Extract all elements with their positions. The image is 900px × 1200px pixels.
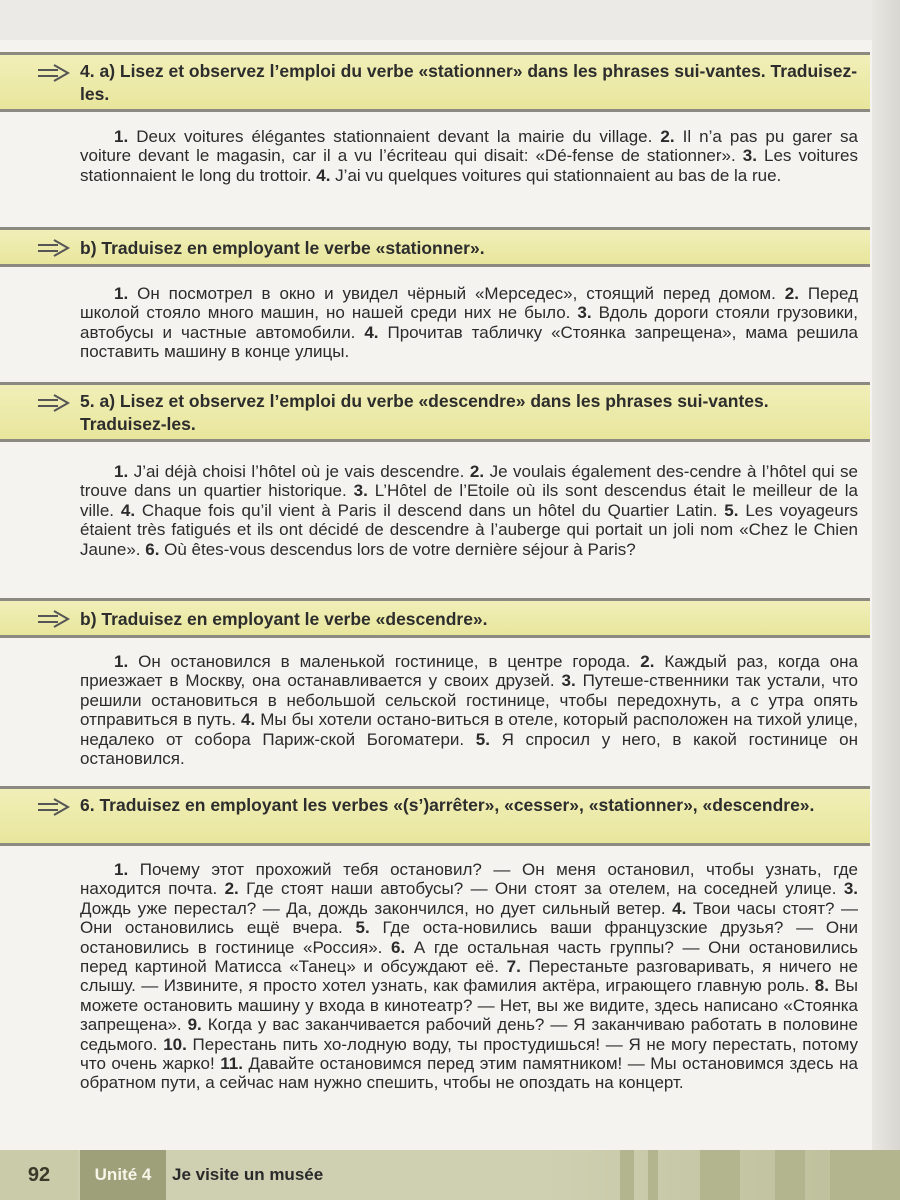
page-top-margin [0, 0, 900, 40]
sentence-number: 5. [475, 729, 490, 749]
sentence-number: 8. [814, 976, 829, 996]
footer-stripe [775, 1150, 805, 1200]
sentence-text: Les voyageurs étaient très fatigués et ils ont décidé de descendre à l’auberge qui portait un joli nom «Chez le Chien Jaune». [80, 500, 858, 559]
task-4b-body [80, 284, 858, 362]
sentence-number: 4. [364, 322, 379, 342]
sentence-number: 11. [220, 1054, 243, 1074]
sentence-number: 4. [241, 710, 256, 730]
sentence-text: Où êtes-vous descendus lors de votre dernière séjour à Paris? [159, 539, 636, 559]
sentence-text: Твои часы стоят? — Они остановились ещё вчера. [80, 898, 858, 938]
task-4b-header [0, 227, 870, 267]
task-6-body [80, 860, 858, 1093]
sentence-text: Перестань пить хо-лодную воду, ты простудишься! — Я не могу перестать, потому что очень жарко! [80, 1034, 858, 1074]
sentence-text: J’ai déjà choisi l’hôtel où je vais descendre. [128, 462, 470, 481]
sentence-number: 9. [187, 1015, 202, 1035]
task-5a-title: 5. a) Lisez et observez l’emploi du verbe «descendre» dans les phrases sui-vantes. Traduisez-les. [80, 391, 769, 434]
sentence-text: Deux voitures élégantes stationnaient devant la mairie du village. [128, 127, 661, 146]
task-4a-header [0, 52, 870, 112]
sentence-number: 6. [145, 539, 160, 559]
sentence-number: 2. [469, 462, 485, 481]
sentence-text: Je voulais également des-cendre à l’hôtel qui se trouve dans un quartier historique. [80, 462, 859, 501]
sentence-number: 3. [577, 303, 592, 323]
sentence-text: Перестаньте разговаривать, я ничего не слышу. — Извините, я просто хотел узнать, как фамилия актёра, играющего главную роль. [80, 957, 859, 996]
sentence-text: Давайте остановимся перед этим памятником! — Мы остановимся здесь на обратном пути, а сейчас нам нужно спешить, чтобы не опоздать на концерт. [80, 1054, 858, 1093]
sentence-text: Путеше-ственники так устали, что решили остановиться в небольшой сельской гостинице, чтобы передохнуть, а с утра опять отправиться в путь. [80, 671, 858, 730]
task-5b-header [0, 598, 870, 638]
sentence-number: 1. [114, 652, 129, 671]
footer-stripe [700, 1150, 740, 1200]
arrow-right-icon [36, 237, 72, 259]
sentence-number: 1. [114, 284, 129, 303]
arrow-right-icon [36, 796, 72, 818]
sentence-number: 5. [724, 500, 739, 520]
sentence-text: Вдоль дороги стояли грузовики, автобусы и частные автомобили. [80, 303, 858, 342]
sentence-text: Дождь уже перестал? — Да, дождь закончился, но дует сильный ветер. [80, 898, 673, 918]
page-number: 92 [0, 1150, 78, 1200]
task-5a-body [80, 462, 858, 559]
sentence-number: 3. [742, 146, 757, 166]
sentence-number: 3. [353, 481, 368, 501]
sentence-text: L’Hôtel de l’Etoile où ils sont descendus était le meilleur de la ville. [80, 481, 858, 520]
sentence-text: Il n’a pas pu garer sa voiture devant le magasin, car il a vu l’écriteau qui disait: «Dé-fense de stationner». [80, 127, 859, 166]
page-binding-edge [872, 0, 900, 1150]
sentence-text: Каждый раз, когда она приезжает в Москву, она останавливается у своих друзей. [80, 652, 858, 691]
sentence-text: Мы бы хотели остано-виться в отеле, который расположен на тихой улице, недалеко от собора Париж-ской Богоматери. [80, 710, 858, 749]
sentence-text: Почему этот прохожий тебя остановил? — Он меня остановил, чтобы узнать, где находится почта. [80, 860, 858, 899]
unit-label: Unité 4 [80, 1150, 166, 1200]
sentence-text: Где стоят наши автобусы? — Они стоят за отелем, на соседней улице. [238, 879, 844, 899]
sentence-number: 1. [114, 462, 129, 481]
task-5a-header [0, 382, 870, 442]
task-4a-title: 4. a) Lisez et observez l’emploi du verbe «stationner» dans les phrases sui-vantes. Traduisez-les. [80, 61, 858, 104]
sentence-text: Les voitures stationnaient le long du trottoir. [80, 146, 858, 185]
sentence-number: 10. [163, 1034, 187, 1054]
footer-stripe [620, 1150, 634, 1200]
sentence-number: 3. [561, 671, 576, 691]
sentence-number: 7. [506, 957, 521, 977]
sentence-number: 2. [640, 652, 655, 671]
task-6-title: 6. Traduisez en employant les verbes «(s’)arrêter», «cesser», «stationner», «descendre». [80, 795, 815, 815]
sentence-text: Перед школой стояло много машин, но нашей среди них не было. [80, 284, 858, 323]
arrow-right-icon [36, 608, 72, 630]
sentence-number: 4. [316, 165, 331, 185]
arrow-right-icon [36, 62, 72, 84]
task-5b-title: b) Traduisez en employant le verbe «descendre». [80, 609, 488, 629]
sentence-number: 2. [224, 879, 239, 899]
sentence-text: Он остановился в маленькой гостинице, в центре города. [128, 652, 641, 671]
task-4b-title: b) Traduisez en employant le verbe «stationner». [80, 238, 485, 258]
sentence-number: 1. [114, 127, 129, 146]
sentence-text: J’ai vu quelques voitures qui stationnaient au bas de la rue. [330, 165, 782, 185]
sentence-text: Когда у вас заканчивается рабочий день? — Я заканчиваю работать в половине седьмого. [80, 1015, 858, 1054]
sentence-number: 4. [672, 898, 687, 918]
footer-stripe [830, 1150, 900, 1200]
sentence-number: 6. [391, 937, 406, 957]
sentence-text: Где оста-новились ваши французские друзья? — Они остановились в гостинице «Россия». [80, 918, 858, 957]
footer-stripe [648, 1150, 658, 1200]
sentence-text: Я спросил у него, в какой гостинице он остановился. [80, 729, 859, 769]
sentence-text: Chaque fois qu’il vient à Paris il descend dans un hôtel du Quartier Latin. [135, 500, 725, 520]
sentence-number: 2. [660, 127, 675, 146]
sentence-text: Вы можете остановить машину у входа в кинотеатр? — Нет, вы же видите, здесь написано «Стоянка запрещена». [80, 976, 859, 1035]
task-4a-body [80, 127, 858, 185]
sentence-number: 4. [120, 500, 136, 520]
sentence-number: 5. [355, 918, 370, 938]
sentence-number: 3. [843, 879, 858, 899]
unit-title: Je visite un musée [172, 1165, 324, 1184]
task-6-header [0, 786, 870, 846]
sentence-text: А где остальная часть группы? — Они остановились перед картиной Матисса «Танец» и обсуждают её. [80, 937, 858, 977]
sentence-text: Он посмотрел в окно и увидел чёрный «Мерседес», стоящий перед домом. [128, 284, 785, 303]
arrow-right-icon [36, 392, 72, 414]
task-5b-body [80, 652, 858, 768]
sentence-text: Прочитав табличку «Стоянка запрещена», мама решила поставить машину в конце улицы. [80, 322, 859, 362]
sentence-number: 1. [114, 860, 129, 879]
sentence-number: 2. [784, 284, 799, 303]
